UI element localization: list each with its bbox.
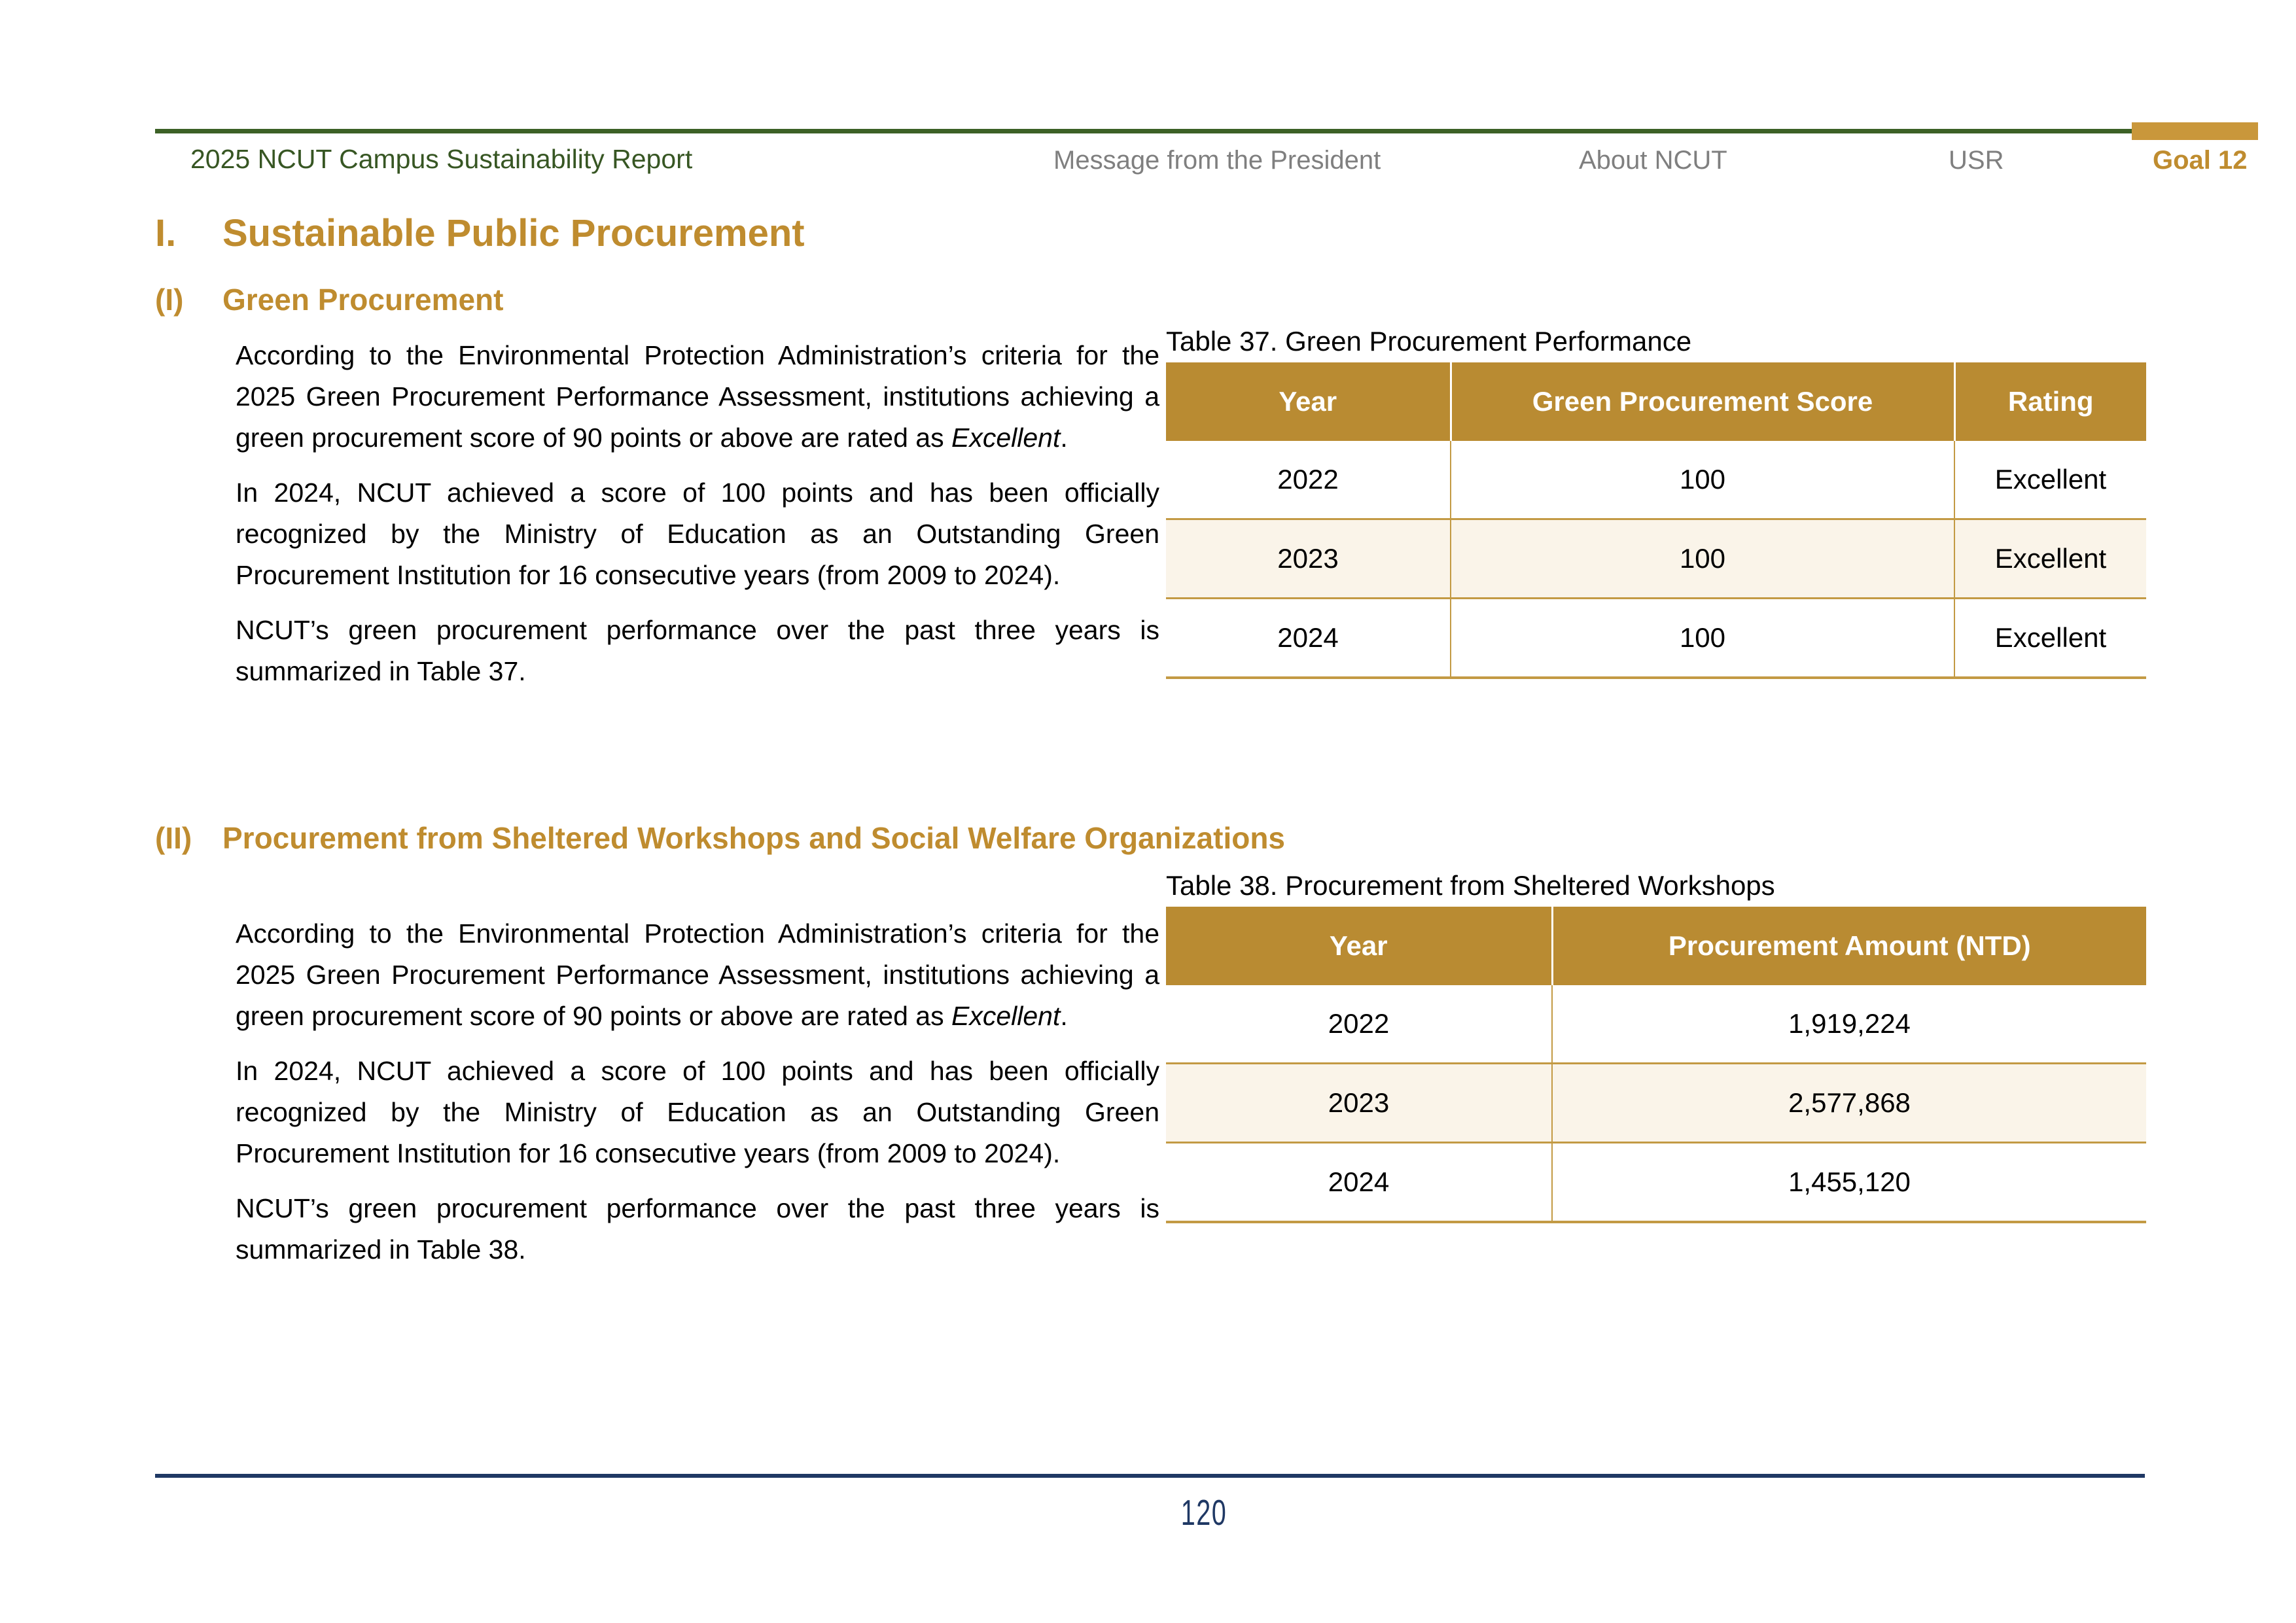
table-37-caption: Table 37. Green Procurement Performance <box>1166 326 1692 357</box>
nav-message-from-the-president: Message from the President <box>1053 146 1381 175</box>
paragraph <box>236 1188 1159 1270</box>
paragraph <box>236 335 1159 459</box>
document-title-text: Sustainable Public Procurement <box>222 212 805 254</box>
paragraph <box>236 913 1159 1037</box>
body-text: In 2024, NCUT achieved a score of 100 points and has been officially recognized by the Ministry of Education as an Outstanding Green Procurement Institution for 16 consecutive years (from 2009 to 2024). <box>236 1056 1159 1168</box>
table-header-cell: Year <box>1166 907 1552 985</box>
table-38-caption: Table 38. Procurement from Sheltered Workshops <box>1166 870 1775 901</box>
body-text: In 2024, NCUT achieved a score of 100 points and has been officially recognized by the Ministry of Education as an Outstanding Green Procurement Institution for 16 consecutive years (from 2009 to 2024). <box>236 478 1159 590</box>
table-37 <box>1166 362 2146 679</box>
table-cell: 2022 <box>1277 464 1339 495</box>
table-cell: 2,577,868 <box>1552 1064 2146 1143</box>
nav-usr: USR <box>1949 146 2004 175</box>
table-header-row <box>1166 362 2146 441</box>
table-row <box>1166 441 2146 519</box>
table-38-block <box>1166 870 2146 1223</box>
table-header-row <box>1166 907 2146 985</box>
table-cell: Excellent <box>1954 519 2146 599</box>
report-title: 2025 NCUT Campus Sustainability Report <box>190 144 693 174</box>
table-header-cell: Rating <box>1954 362 2146 441</box>
table-row <box>1166 599 2146 678</box>
emphasized-text: Excellent <box>951 423 1061 453</box>
body-text: . <box>1060 423 1068 453</box>
emphasized-text: Excellent <box>951 1001 1061 1031</box>
table-header-cell: Year <box>1166 362 1451 441</box>
section-2-paragraphs <box>236 913 1159 1284</box>
table-cell: Excellent <box>1954 441 2146 519</box>
table-row <box>1166 985 2146 1064</box>
table-cell: 1,455,120 <box>1552 1143 2146 1223</box>
table-cell: 2023 <box>1277 543 1339 574</box>
section-1-paragraphs <box>236 335 1159 706</box>
table-header-cell: Green Procurement Score <box>1451 362 1954 441</box>
table-header-cell: Procurement Amount (NTD) <box>1552 907 2146 985</box>
table-37-block <box>1166 326 2146 679</box>
section-1-heading-text: Green Procurement <box>222 283 504 317</box>
paragraph <box>236 1051 1159 1174</box>
table-row <box>1166 1143 2146 1223</box>
table-38 <box>1166 907 2146 1223</box>
paragraph <box>236 472 1159 596</box>
paragraph <box>236 610 1159 692</box>
table-row <box>1166 1064 2146 1143</box>
table-cell: 2023 <box>1328 1087 1390 1118</box>
body-text: NCUT’s green procurement performance over the past three years is summarized in Table 38. <box>236 1193 1159 1265</box>
body-text: According to the Environmental Protection Administration’s criteria for the 2025 Green Procurement Performance Assessment, institutions achieving a green procurement score of 90 points or above are rated as <box>236 340 1159 453</box>
table-cell: Excellent <box>1954 599 2146 678</box>
table-cell: 2024 <box>1328 1166 1390 1197</box>
nav-about-ncut: About NCUT <box>1579 146 1727 175</box>
table-cell: 1,919,224 <box>1552 985 2146 1064</box>
header-rule-gold-accent <box>2132 122 2258 140</box>
table-cell: 2024 <box>1277 622 1339 653</box>
table-cell: 100 <box>1451 441 1954 519</box>
table-cell: 2022 <box>1328 1008 1390 1039</box>
body-text: NCUT’s green procurement performance over the past three years is summarized in Table 37. <box>236 615 1159 686</box>
section-heading-green-procurement <box>155 280 503 319</box>
table-cell: 100 <box>1451 599 1954 678</box>
nav-goal-12-active: Goal 12 <box>2153 146 2248 175</box>
page-number: 120 <box>1180 1492 1227 1533</box>
section-2-heading-text: Procurement from Sheltered Workshops and Social Welfare Organizations <box>222 821 1286 855</box>
document-title-numeral: I. <box>155 212 177 254</box>
body-text: According to the Environmental Protection Administration’s criteria for the 2025 Green Procurement Performance Assessment, institutions achieving a green procurement score of 90 points or above are rated as <box>236 918 1159 1031</box>
table-cell: 100 <box>1451 519 1954 599</box>
section-heading-sheltered-workshops <box>155 818 1285 858</box>
section-1-numeral: (I) <box>155 283 184 317</box>
section-2-numeral: (II) <box>155 821 192 855</box>
body-text: . <box>1060 1001 1068 1031</box>
header-rule <box>155 129 2132 133</box>
footer-rule <box>155 1474 2145 1478</box>
table-row <box>1166 519 2146 599</box>
document-title <box>155 211 805 256</box>
